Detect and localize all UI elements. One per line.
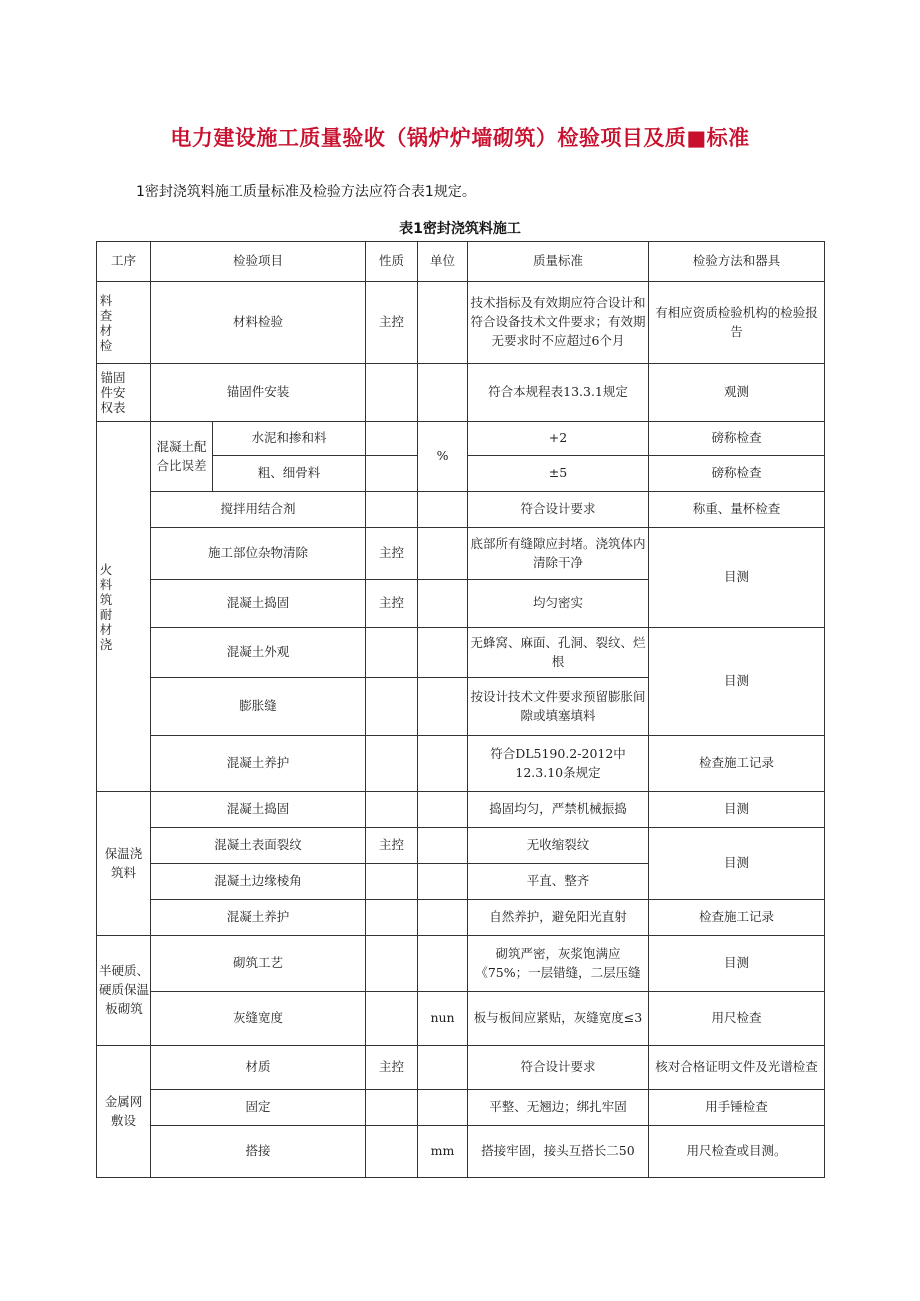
nature-cell: 主控 bbox=[366, 282, 418, 364]
nature-cell bbox=[366, 1090, 418, 1126]
step-cell: 半硬质、硬质保温板砌筑 bbox=[97, 936, 151, 1046]
document-title: 电力建设施工质量验收（锅炉炉墙砌筑）检验项目及质■标准 bbox=[170, 126, 750, 150]
nature-cell bbox=[366, 364, 418, 422]
intro-paragraph: 1密封浇筑料施工质量标准及检验方法应符合表1规定。 bbox=[136, 184, 476, 200]
method-cell: 目测 bbox=[649, 528, 825, 628]
step-cell: 锚固件安权表 bbox=[97, 364, 151, 422]
item-cell: 材料检验 bbox=[151, 282, 366, 364]
unit-cell bbox=[418, 282, 468, 364]
unit-cell bbox=[418, 492, 468, 528]
method-cell: 用尺检查或目测。 bbox=[649, 1126, 825, 1178]
item-cell: 搅拌用结合剂 bbox=[151, 492, 366, 528]
item-cell: 混凝土养护 bbox=[151, 736, 366, 792]
table-row bbox=[97, 492, 825, 528]
nature-cell bbox=[366, 456, 418, 492]
table-row bbox=[97, 936, 825, 992]
table-row bbox=[97, 736, 825, 792]
standard-cell: 砌筑严密，灰浆饱满应《75%；一层错缝，二层压缝 bbox=[468, 936, 649, 992]
standard-cell: +2 bbox=[468, 422, 649, 456]
method-cell: 用尺检查 bbox=[649, 992, 825, 1046]
nature-cell bbox=[366, 492, 418, 528]
table-row bbox=[97, 528, 825, 580]
item-cell: 灰缝宽度 bbox=[151, 992, 366, 1046]
header-step: 工序 bbox=[97, 242, 151, 282]
item-cell: 混凝土表面裂纹 bbox=[151, 828, 366, 864]
nature-cell: 主控 bbox=[366, 1046, 418, 1090]
method-cell: 目测 bbox=[649, 792, 825, 828]
standard-cell: 捣固均匀，严禁机械振捣 bbox=[468, 792, 649, 828]
unit-cell bbox=[418, 792, 468, 828]
item-cell: 混凝土捣固 bbox=[151, 792, 366, 828]
method-cell: 目测 bbox=[649, 936, 825, 992]
nature-cell bbox=[366, 422, 418, 456]
item-cell: 水泥和掺和料 bbox=[213, 422, 366, 456]
standard-cell: 搭接牢固，接头互搭长二50 bbox=[468, 1126, 649, 1178]
table-row bbox=[97, 1090, 825, 1126]
standard-cell: 符合设计要求 bbox=[468, 492, 649, 528]
unit-cell bbox=[418, 736, 468, 792]
nature-cell: 主控 bbox=[366, 580, 418, 628]
method-cell: 目测 bbox=[649, 628, 825, 736]
method-cell: 磅称检查 bbox=[649, 456, 825, 492]
unit-cell bbox=[418, 678, 468, 736]
unit-cell bbox=[418, 1046, 468, 1090]
table-row bbox=[97, 828, 825, 864]
method-cell: 观测 bbox=[649, 364, 825, 422]
unit-cell bbox=[418, 364, 468, 422]
unit-cell: mm bbox=[418, 1126, 468, 1178]
item-cell: 固定 bbox=[151, 1090, 366, 1126]
nature-cell bbox=[366, 1126, 418, 1178]
unit-cell: % bbox=[418, 422, 468, 492]
header-standard: 质量标准 bbox=[468, 242, 649, 282]
table-row bbox=[97, 628, 825, 678]
item-cell: 粗、细骨料 bbox=[213, 456, 366, 492]
nature-cell bbox=[366, 678, 418, 736]
method-cell: 检查施工记录 bbox=[649, 900, 825, 936]
method-cell: 磅称检查 bbox=[649, 422, 825, 456]
header-nature: 性质 bbox=[366, 242, 418, 282]
item-cell: 膨胀缝 bbox=[151, 678, 366, 736]
table-row bbox=[97, 792, 825, 828]
standard-cell: 符合设计要求 bbox=[468, 1046, 649, 1090]
item-cell: 砌筑工艺 bbox=[151, 936, 366, 992]
standard-cell: 底部所有缝隙应封堵。浇筑体内清除干净 bbox=[468, 528, 649, 580]
standard-cell: 符合DL5190.2-2012中12.3.10条规定 bbox=[468, 736, 649, 792]
item-cell: 混凝土外观 bbox=[151, 628, 366, 678]
table-row bbox=[97, 900, 825, 936]
item-cell: 混凝土养护 bbox=[151, 900, 366, 936]
table-row bbox=[97, 1126, 825, 1178]
header-row bbox=[97, 242, 825, 282]
standard-cell: 板与板间应紧贴，灰缝宽度≤3 bbox=[468, 992, 649, 1046]
nature-cell bbox=[366, 628, 418, 678]
method-cell: 核对合格证明文件及光谱检查 bbox=[649, 1046, 825, 1090]
standard-cell: 自然养护，避免阳光直射 bbox=[468, 900, 649, 936]
standard-cell: 平直、整齐 bbox=[468, 864, 649, 900]
header-item: 检验项目 bbox=[151, 242, 366, 282]
table-row bbox=[97, 1046, 825, 1090]
step-cell: 火料筑耐材浇 bbox=[97, 422, 151, 792]
standard-cell: 无蜂窝、麻面、孔洞、裂纹、烂根 bbox=[468, 628, 649, 678]
item-cell: 材质 bbox=[151, 1046, 366, 1090]
standard-cell: 技术指标及有效期应符合设计和符合设备技术文件要求；有效期无要求时不应超过6个月 bbox=[468, 282, 649, 364]
step-cell: 保温浇筑料 bbox=[97, 792, 151, 936]
unit-cell bbox=[418, 628, 468, 678]
item-cell: 施工部位杂物清除 bbox=[151, 528, 366, 580]
method-cell: 有相应资质检验机构的检验报告 bbox=[649, 282, 825, 364]
step-cell: 料查材检 bbox=[97, 282, 151, 364]
table-row bbox=[97, 992, 825, 1046]
item-cell: 搭接 bbox=[151, 1126, 366, 1178]
mix-ratio-group-cell: 混凝土配合比误差 bbox=[151, 422, 213, 492]
nature-cell bbox=[366, 936, 418, 992]
nature-cell bbox=[366, 992, 418, 1046]
unit-cell bbox=[418, 528, 468, 580]
unit-cell bbox=[418, 1090, 468, 1126]
step-cell: 金属网敷设 bbox=[97, 1046, 151, 1178]
method-cell: 用手锤检查 bbox=[649, 1090, 825, 1126]
nature-cell bbox=[366, 900, 418, 936]
table-caption: 表1密封浇筑料施工 bbox=[399, 221, 521, 237]
table-row bbox=[97, 282, 825, 364]
nature-cell: 主控 bbox=[366, 528, 418, 580]
unit-cell bbox=[418, 936, 468, 992]
unit-cell bbox=[418, 828, 468, 864]
standard-cell: 按设计技术文件要求预留膨胀间隙或填塞填料 bbox=[468, 678, 649, 736]
nature-cell bbox=[366, 792, 418, 828]
item-cell: 混凝土捣固 bbox=[151, 580, 366, 628]
method-cell: 检查施工记录 bbox=[649, 736, 825, 792]
unit-cell bbox=[418, 900, 468, 936]
method-cell: 目测 bbox=[649, 828, 825, 900]
inspection-table bbox=[96, 241, 825, 1178]
method-cell: 称重、量杯检查 bbox=[649, 492, 825, 528]
unit-cell: nun bbox=[418, 992, 468, 1046]
standard-cell: 均匀密实 bbox=[468, 580, 649, 628]
standard-cell: 符合本规程表13.3.1规定 bbox=[468, 364, 649, 422]
unit-cell bbox=[418, 864, 468, 900]
header-unit: 单位 bbox=[418, 242, 468, 282]
standard-cell: ±5 bbox=[468, 456, 649, 492]
nature-cell bbox=[366, 864, 418, 900]
table-row bbox=[97, 364, 825, 422]
standard-cell: 无收缩裂纹 bbox=[468, 828, 649, 864]
header-method: 检验方法和器具 bbox=[649, 242, 825, 282]
item-cell: 混凝土边缘棱角 bbox=[151, 864, 366, 900]
nature-cell: 主控 bbox=[366, 828, 418, 864]
table-row bbox=[97, 422, 825, 456]
item-cell: 锚固件安装 bbox=[151, 364, 366, 422]
unit-cell bbox=[418, 580, 468, 628]
standard-cell: 平整、无翘边；绑扎牢固 bbox=[468, 1090, 649, 1126]
nature-cell bbox=[366, 736, 418, 792]
